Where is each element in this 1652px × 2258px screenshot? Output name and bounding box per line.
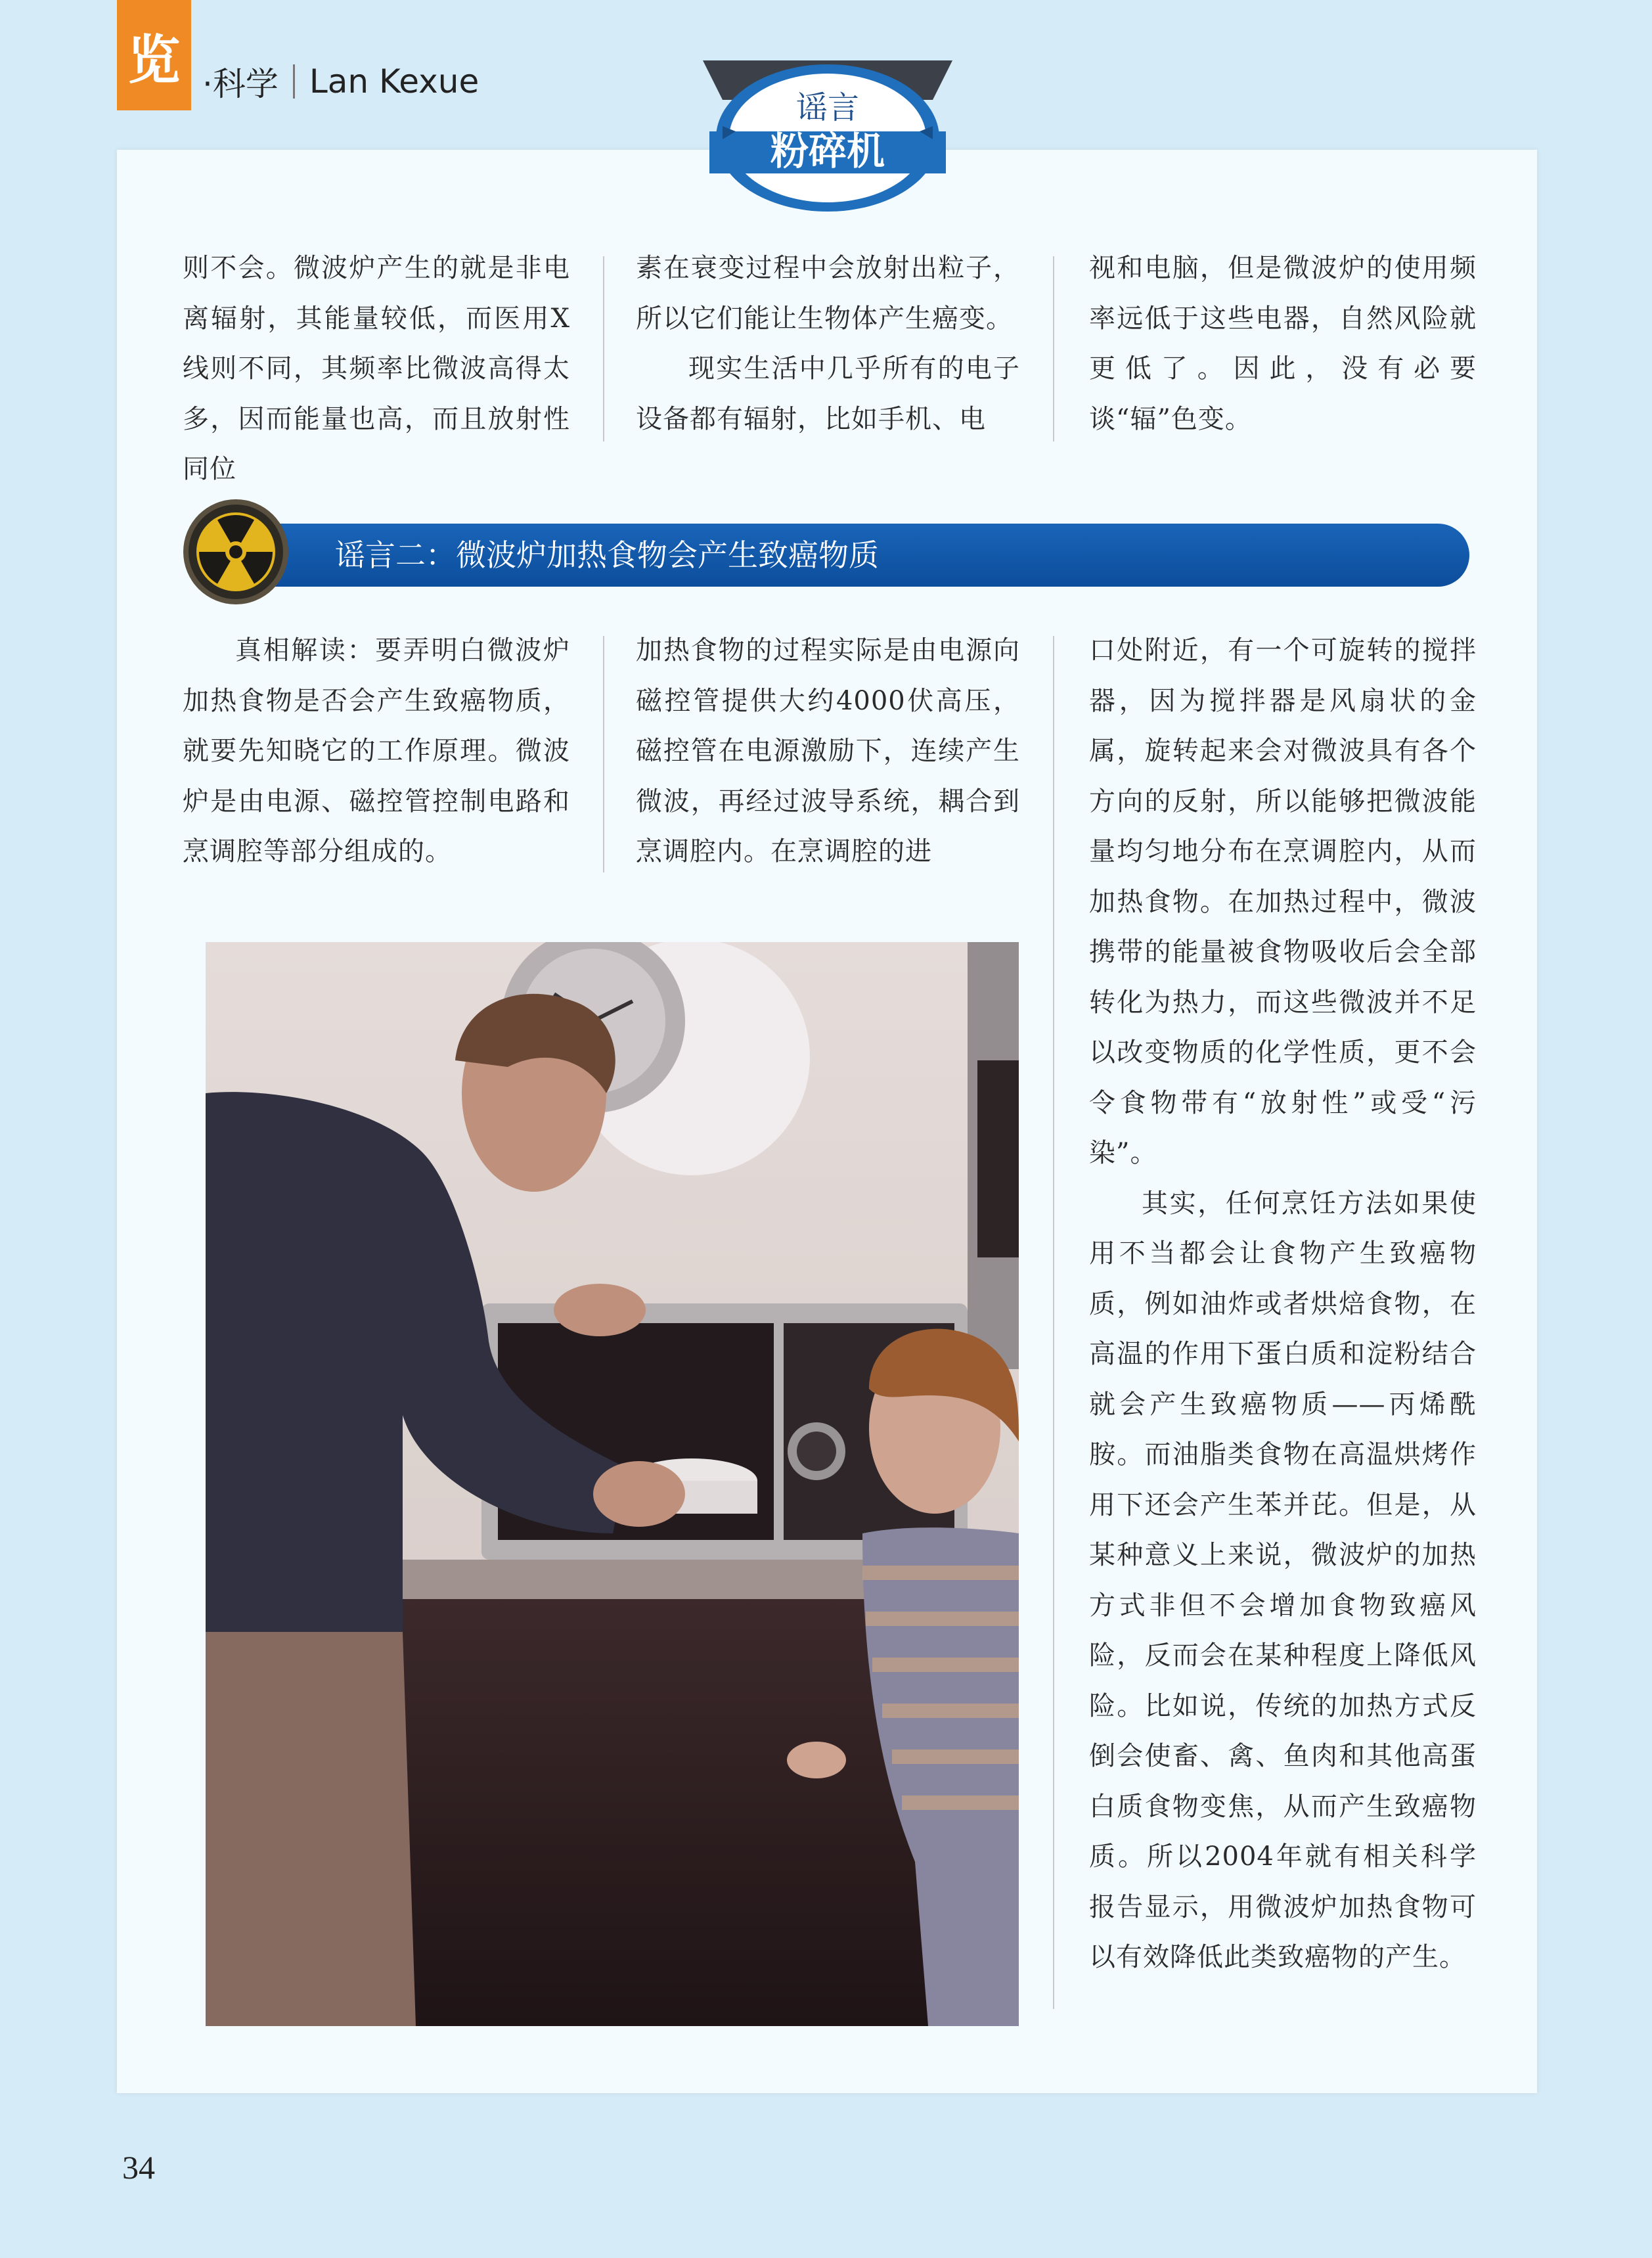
bottom-col3-text-2: 其实，任何烹饪方法如果使用不当都会让食物产生致癌物质，例如油炸或者烘焙食物，在高温的作用下蛋白质和淀粉结合就会产生致癌物质——丙烯酰胺。而油脂类食物在高温烘烤作用下还会产生苯并芘。但是，从某种意义上来说，微波炉的加热方式非但不会增加食物致癌风险，反而会在某种程度上降低风险。比如说，传统的加热方式反倒会使畜、禽、鱼肉和其他高蛋白质食物变焦，从而产生致癌物质。所以2004年就有相关科学报告显示，用微波炉加热食物可以有效降低此类致癌物的产生。 (1089, 1188, 1477, 1972)
top-column-1 (183, 243, 570, 495)
bottom-col1-text: 真相解读：要弄明白微波炉加热食物是否会产生致癌物质，就要先知晓它的工作原理。微波炉是由电源、磁控管控制电路和烹调腔等部分组成的。 (183, 635, 570, 867)
badge-line-2: 粉碎机 (770, 129, 885, 173)
column-divider (603, 256, 604, 441)
header-divider (293, 64, 295, 99)
man-and-boy-microwave-photo (206, 942, 1019, 2026)
radiation-icon (181, 497, 290, 606)
column-divider (1053, 636, 1054, 2009)
top-col2-text-2: 现实生活中几乎所有的电子设备都有辐射，比如手机、电 (636, 353, 1020, 434)
column-divider (603, 636, 604, 872)
photo-illustration (206, 942, 1019, 2026)
top-column-2 (636, 243, 1020, 444)
magazine-logo: 览 (117, 0, 191, 110)
page-number: 34 (122, 2149, 155, 2186)
section-heading-title: 谣言二：微波炉加热食物会产生致癌物质 (335, 537, 879, 573)
rumor-crusher-badge (696, 60, 959, 212)
badge-line-1: 谣言 (795, 89, 860, 126)
bottom-col3-text-1: 口处附近，有一个可旋转的搅拌器，因为搅拌器是风扇状的金属，旋转起来会对微波具有各个方向的反射，所以能够把微波能量均匀地分布在烹调腔内，从而加热食物。在加热过程中，微波携带的能量被食物吸收后会全部转化为热力，而这些微波并不足以改变物质的化学性质，更不会令食物带有“放射性”或受“污染”。 (1089, 635, 1477, 1168)
top-column-3 (1089, 243, 1477, 444)
column-divider (1053, 256, 1054, 441)
header-title (202, 58, 479, 105)
top-col1-text: 则不会。微波炉产生的就是非电离辐射，其能量较低，而医用X线则不同，其频率比微波高得太多，因而能量也高，而且放射性同位 (183, 253, 570, 484)
top-col2-text-1: 素在衰变过程中会放射出粒子，所以它们能让生物体产生癌变。 (636, 253, 1020, 334)
bottom-col2-text: 加热食物的过程实际是由电源向磁控管提供大约4000伏高压，磁控管在电源激励下，连续产生微波，再经过波导系统，耦合到烹调腔内。在烹调腔的进 (636, 635, 1020, 867)
header-brand: Lan Kexue (309, 62, 480, 101)
bottom-column-1 (183, 625, 570, 877)
header-section: ·科学 (202, 65, 279, 103)
bottom-column-3 (1089, 625, 1477, 1983)
top-col3-text: 视和电脑，但是微波炉的使用频率远低于这些电器，自然风险就更低了。因此，没有必要谈“辐”色变。 (1089, 253, 1477, 434)
bottom-column-2 (636, 625, 1020, 877)
